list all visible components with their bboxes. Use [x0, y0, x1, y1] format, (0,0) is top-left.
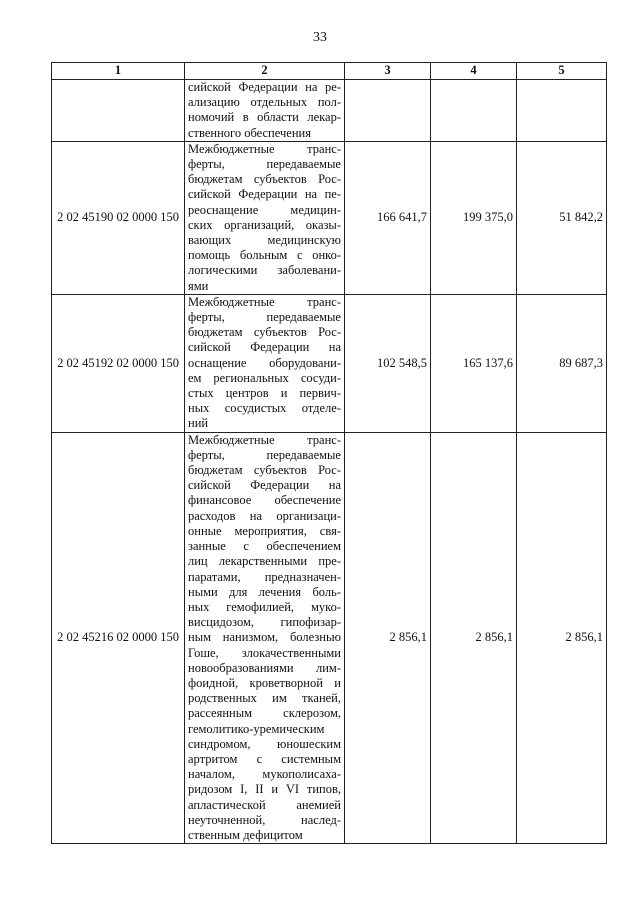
- budget-code-cell: 2 02 45216 02 0000 150: [52, 432, 185, 843]
- description-line: ферты, передаваемые: [188, 447, 341, 462]
- description-line: лиц лекарственными пре-: [188, 554, 341, 569]
- description-line: ственного обеспечения: [188, 125, 311, 140]
- description-line: ридозом I, II и VI типов,: [188, 782, 341, 797]
- amount-col-4-cell: 2 856,1: [431, 432, 517, 843]
- description-line: стых центров и первич-: [188, 386, 341, 401]
- description-line: сийской Федерации на пе-: [188, 187, 341, 202]
- description-line: ными для лечения боль-: [188, 584, 341, 599]
- amount-col-5-cell: 51 842,2: [517, 141, 607, 294]
- description-line: неуточненной, наслед-: [188, 812, 341, 827]
- description-line: онные мероприятия, свя-: [188, 523, 341, 538]
- table-row: [52, 294, 607, 432]
- description-line: ферты, передаваемые: [188, 157, 341, 172]
- table-body: [52, 80, 607, 844]
- description-line: бюджетам субъектов Рос-: [188, 172, 341, 187]
- amount-col-3-cell: 102 548,5: [345, 294, 431, 432]
- description-line: ным нанизмом, болезнью: [188, 630, 341, 645]
- amount-col-3-cell: 2 856,1: [345, 432, 431, 843]
- description-line: бюджетам субъектов Рос-: [188, 463, 341, 478]
- description-line: Межбюджетные транс-: [188, 432, 341, 447]
- description-line: расходов на организаци-: [188, 508, 341, 523]
- description-line: ферты, передаваемые: [188, 310, 341, 325]
- amount-col-3-cell: 166 641,7: [345, 141, 431, 294]
- header-col-5: 5: [517, 63, 607, 80]
- description-line: сийской Федерации на: [188, 340, 341, 355]
- description-line: ний: [188, 416, 209, 431]
- description-line: сийской Федерации на ре-: [188, 80, 341, 94]
- budget-code-cell: 2 02 45190 02 0000 150: [52, 141, 185, 294]
- description-line: новообразованиями лим-: [188, 660, 341, 675]
- description-line: родственных им тканей,: [188, 691, 341, 706]
- description-line: артритом с системным: [188, 751, 341, 766]
- description-line: синдромом, юношеским: [188, 736, 341, 751]
- header-col-1: 1: [52, 63, 185, 80]
- description-line: бюджетам субъектов Рос-: [188, 325, 341, 340]
- description-line: вающих медицинскую: [188, 233, 341, 248]
- budget-code-cell: 2 02 45192 02 0000 150: [52, 294, 185, 432]
- description-line: фоидной, кроветворной и: [188, 675, 341, 690]
- description-cell: [185, 141, 345, 294]
- table-row: [52, 141, 607, 294]
- description-line: Межбюджетные транс-: [188, 294, 341, 309]
- amount-col-3-cell: [345, 80, 431, 142]
- header-col-2: 2: [185, 63, 345, 80]
- header-row: [52, 63, 607, 80]
- description-line: паратами, предназначен-: [188, 569, 341, 584]
- amount-col-4-cell: 165 137,6: [431, 294, 517, 432]
- description-line: началом, мукополисаха-: [188, 767, 341, 782]
- header-col-4: 4: [431, 63, 517, 80]
- description-line: помощь больным с онко-: [188, 248, 341, 263]
- description-line: ских организаций, оказы-: [188, 217, 341, 232]
- description-line: ственным дефицитом: [188, 827, 303, 842]
- header-col-3: 3: [345, 63, 431, 80]
- description-line: ем региональных сосуди-: [188, 370, 341, 385]
- budget-code-cell: [52, 80, 185, 142]
- description-cell: [185, 294, 345, 432]
- description-line: оснащение оборудовани-: [188, 355, 341, 370]
- description-line: сийской Федерации на: [188, 478, 341, 493]
- description-line: номочий в области лекар-: [188, 110, 341, 125]
- description-cell: [185, 80, 345, 142]
- amount-col-4-cell: 199 375,0: [431, 141, 517, 294]
- description-line: логическими заболевани-: [188, 263, 341, 278]
- description-line: гемолитико-уремическим: [188, 721, 325, 736]
- description-cell: [185, 432, 345, 843]
- description-line: ями: [188, 278, 209, 293]
- amount-col-5-cell: 2 856,1: [517, 432, 607, 843]
- description-line: реоснащение медицин-: [188, 202, 341, 217]
- budget-table: [51, 62, 607, 844]
- description-line: финансовое обеспечение: [188, 493, 341, 508]
- description-line: ных гемофилией, муко-: [188, 599, 341, 614]
- table-row: [52, 432, 607, 843]
- table-row: [52, 80, 607, 142]
- page-number: 33: [313, 30, 327, 45]
- description-line: Гоше, злокачественными: [188, 645, 341, 660]
- description-line: ных сосудистых отделе-: [188, 401, 341, 416]
- description-line: Межбюджетные транс-: [188, 141, 341, 156]
- amount-col-5-cell: [517, 80, 607, 142]
- amount-col-5-cell: 89 687,3: [517, 294, 607, 432]
- description-line: висцидозом, гипофизар-: [188, 615, 341, 630]
- description-line: занные с обеспечением: [188, 539, 341, 554]
- description-line: ализацию отдельных пол-: [188, 95, 341, 110]
- description-line: рассеянным склерозом,: [188, 706, 341, 721]
- amount-col-4-cell: [431, 80, 517, 142]
- description-line: апластической анемией: [188, 797, 341, 812]
